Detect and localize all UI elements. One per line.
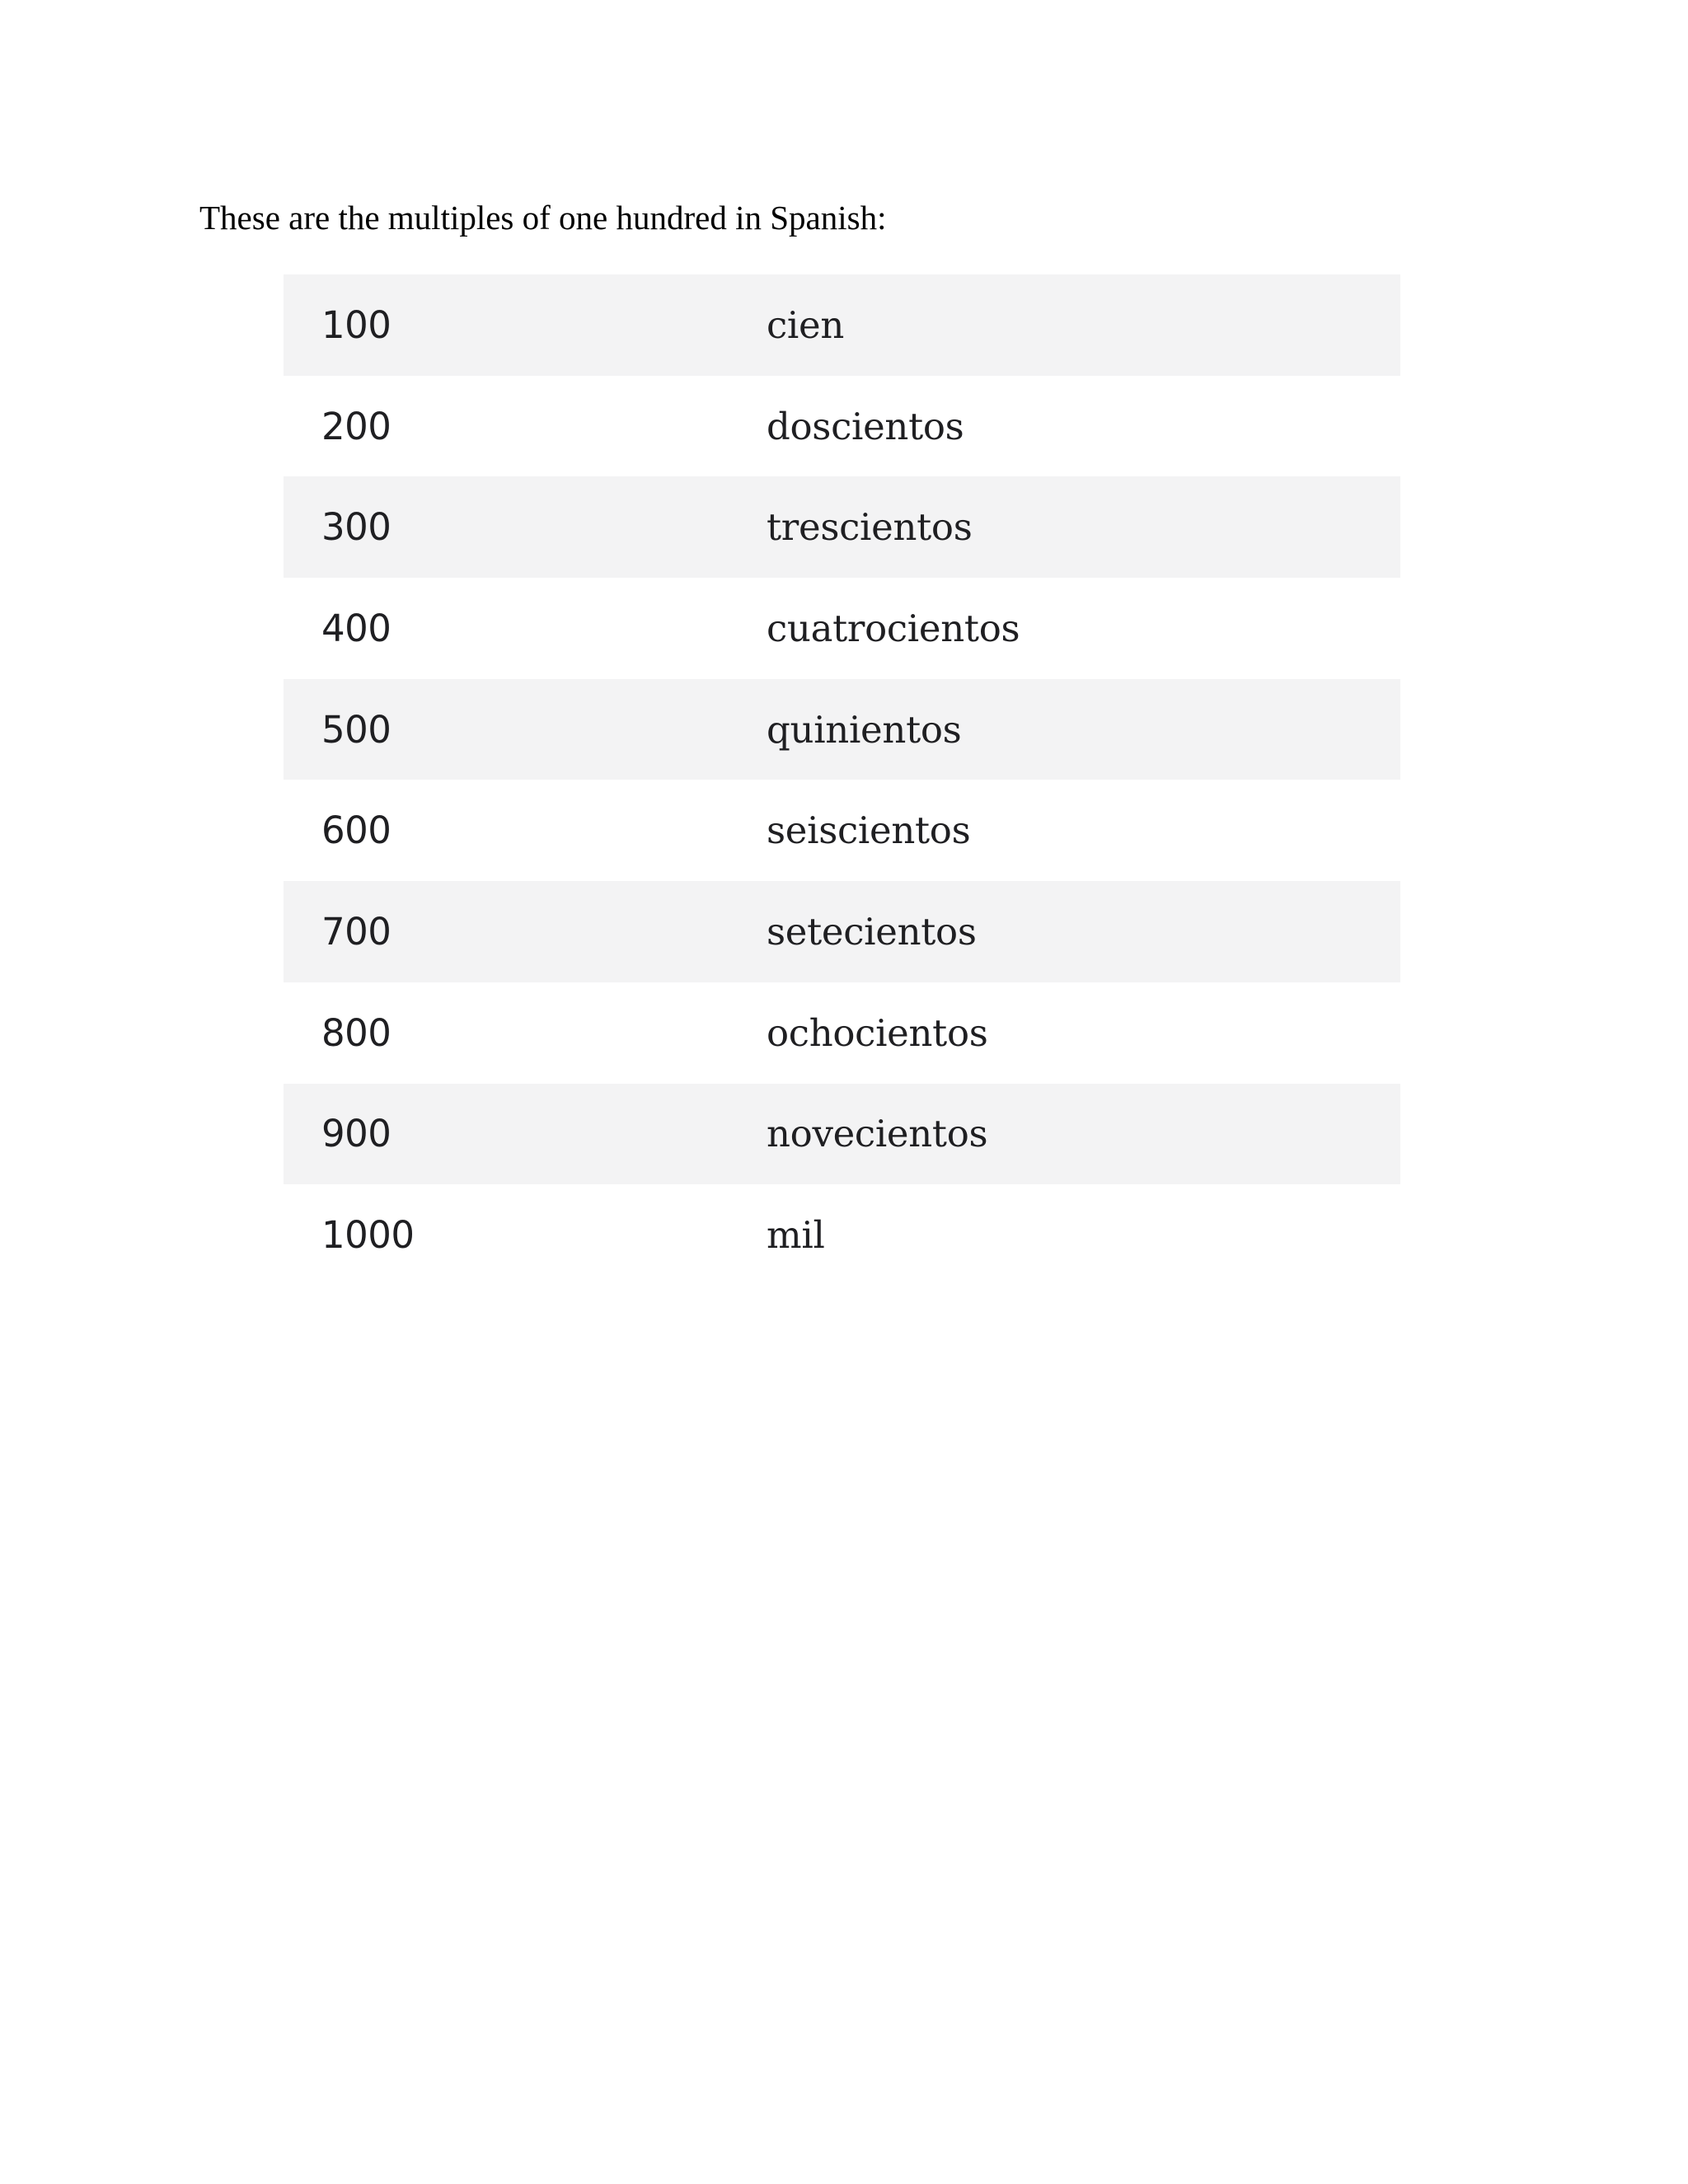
spanish-word-cell: ochocientos [767,1010,988,1055]
table-row [284,1184,1400,1286]
numbers-table [284,274,1400,1286]
table-row [284,578,1400,679]
table-row [284,982,1400,1084]
table-row [284,679,1400,780]
number-cell: 100 [321,302,392,347]
spanish-word-cell: mil [767,1213,825,1258]
spanish-word-cell: setecientos [767,909,977,954]
table-row [284,881,1400,982]
spanish-word-cell: doscientos [767,404,964,448]
spanish-word-cell: trescientos [767,505,973,550]
table-row [284,780,1400,881]
spanish-word-cell: cien [767,302,845,347]
number-cell: 200 [321,404,392,448]
number-cell: 1000 [321,1213,415,1258]
number-cell: 500 [321,707,392,752]
intro-paragraph: These are the multiples of one hundred in Spanish: [199,199,887,237]
table-row [284,376,1400,477]
spanish-word-cell: novecientos [767,1112,988,1156]
number-cell: 800 [321,1010,392,1055]
number-cell: 600 [321,808,392,853]
number-cell: 400 [321,606,392,650]
spanish-word-cell: seiscientos [767,808,971,853]
number-cell: 300 [321,505,392,550]
number-cell: 700 [321,909,392,954]
spanish-word-cell: cuatrocientos [767,606,1020,650]
number-cell: 900 [321,1112,392,1156]
table-row [284,476,1400,578]
table-row [284,274,1400,376]
table-row [284,1084,1400,1185]
spanish-word-cell: quinientos [767,707,962,752]
